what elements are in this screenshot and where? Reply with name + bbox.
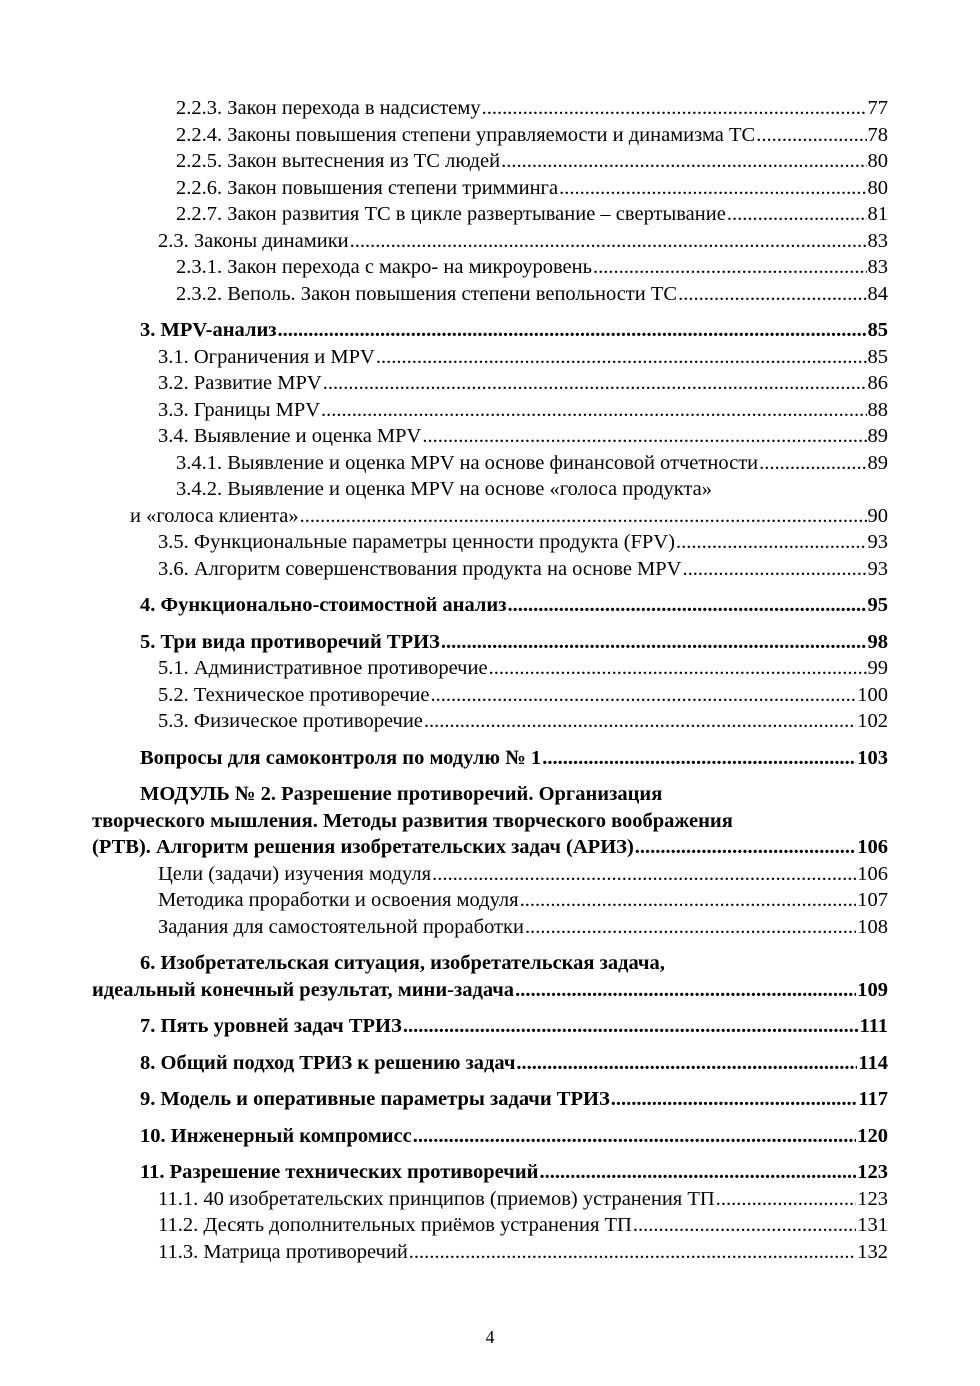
toc-entry-title: 2.2.6. Закон повышения степени тримминга: [176, 176, 559, 199]
toc-entry-first-line: 6. Изобретательская ситуация, изобретательская задача,: [140, 952, 665, 974]
toc-entry-page: 106: [857, 836, 888, 858]
toc-entry-title: 3.2. Развитие MPV: [158, 372, 322, 394]
toc-entry-title: 3.1. Ограничения и MPV: [158, 345, 375, 368]
toc-entry-page: 83: [867, 256, 888, 278]
toc-entry-title: 3.3. Границы MPV: [158, 398, 321, 421]
toc-entry[interactable]: [92, 887, 888, 914]
toc-entry-page: 93: [867, 531, 888, 553]
toc-entry-page: 89: [867, 425, 888, 447]
toc-entry[interactable]: [92, 1186, 888, 1213]
toc-entry-title: 2.3.1. Закон перехода с макро- на микроуровень: [176, 256, 592, 278]
toc-section-entry[interactable]: [92, 977, 888, 1004]
dot-leader: [432, 861, 856, 888]
toc-entry[interactable]: [92, 914, 888, 941]
toc-module-second-line: творческого мышления. Методы развития творческого воображения: [92, 809, 733, 832]
dot-leader: [635, 834, 856, 861]
toc-module-entry[interactable]: [92, 834, 888, 861]
dot-leader: [376, 344, 867, 371]
toc-entry-page: 111: [859, 1015, 888, 1037]
page-number: 4: [485, 1327, 495, 1347]
dot-leader: [489, 655, 867, 682]
toc-section-entry[interactable]: [92, 1086, 888, 1113]
toc-entry-page: 80: [867, 176, 888, 199]
toc-entry-page: 117: [858, 1088, 888, 1110]
toc-entry-page: 98: [867, 630, 888, 653]
toc-entry[interactable]: [92, 682, 888, 709]
dot-leader: [515, 977, 856, 1004]
toc-entry-title: 11. Разрешение технических противоречий: [140, 1161, 539, 1183]
toc-entry-title: 3.5. Функциональные параметры ценности продукта (FPV): [158, 531, 675, 553]
dot-leader: [430, 682, 856, 709]
toc-entry-title: 4. Функционально-стоимостной анализ: [140, 594, 507, 616]
toc-entry-page: 100: [857, 683, 888, 706]
toc-entry-title: Методика проработки и освоения модуля: [158, 889, 519, 911]
toc-entry[interactable]: [92, 1212, 888, 1239]
dot-leader: [300, 503, 867, 530]
toc-entry[interactable]: [92, 423, 888, 450]
toc-entry-page: 84: [867, 282, 888, 305]
toc-entry-title: 8. Общий подход ТРИЗ к решению задач: [140, 1051, 516, 1074]
toc-entry-page: 109: [857, 978, 888, 1001]
dot-leader: [727, 201, 867, 228]
toc-entry[interactable]: [92, 861, 888, 888]
toc-section-entry[interactable]: [92, 1159, 888, 1186]
toc-entry-page: 106: [857, 862, 888, 885]
table-of-contents: [92, 95, 888, 1265]
toc-entry-page: 103: [857, 746, 888, 769]
dot-leader: [593, 254, 867, 281]
toc-section-entry[interactable]: [92, 629, 888, 656]
toc-entry-title: 2.2.3. Закон перехода в надсистему: [176, 97, 481, 119]
toc-entry-title: 5.3. Физическое противоречие: [158, 710, 423, 732]
toc-entry-title: 7. Пять уровней задач ТРИЗ: [140, 1015, 402, 1037]
toc-entry[interactable]: [92, 370, 888, 397]
dot-leader: [507, 592, 866, 619]
dot-leader: [542, 745, 856, 772]
toc-entry[interactable]: [92, 1239, 888, 1266]
toc-entry-page: 85: [867, 319, 888, 341]
toc-entry-title: 10. Инженерный компромисс: [140, 1124, 412, 1147]
dot-leader: [413, 1123, 857, 1150]
dot-leader: [482, 95, 867, 122]
dot-leader: [676, 529, 867, 556]
toc-entry-title: 2.2.5. Закон вытеснения из ТС людей: [176, 150, 501, 172]
dot-leader: [682, 556, 866, 583]
dot-leader: [323, 370, 867, 397]
dot-leader: [350, 228, 867, 255]
toc-entry-page: 108: [857, 915, 888, 938]
toc-entry-title: 3.4.1. Выявление и оценка MPV на основе финансовой отчетности: [176, 451, 759, 474]
dot-leader: [403, 1013, 859, 1040]
toc-entry-title: 5. Три вида противоречий ТРИЗ: [140, 630, 440, 653]
toc-entry-page: 90: [867, 504, 888, 527]
toc-entry-page: 114: [858, 1051, 888, 1074]
dot-leader: [278, 317, 867, 344]
toc-entry-title: (РТВ). Алгоритм решения изобретательских задач (АРИЗ): [92, 836, 634, 858]
toc-entry-title: 3.6. Алгоритм совершенствования продукта на основе MPV: [158, 557, 682, 580]
toc-entry-page: 99: [867, 657, 888, 679]
toc-entry-title: 2.3. Законы динамики: [158, 229, 349, 252]
toc-entry[interactable]: [92, 503, 888, 530]
toc-entry[interactable]: [92, 344, 888, 371]
toc-entry-page: 93: [867, 557, 888, 580]
toc-entry-page: 107: [857, 889, 888, 911]
toc-entry-title: 2.3.2. Веполь. Закон повышения степени вепольности ТС: [176, 282, 678, 305]
toc-entry-title: и «голоса клиента»: [130, 504, 299, 527]
toc-entry-page: 123: [857, 1187, 888, 1210]
toc-entry-title: 11.1. 40 изобретательских принципов (приемов) устранения ТП: [158, 1187, 715, 1210]
dot-leader: [501, 148, 866, 175]
toc-entry[interactable]: [92, 397, 888, 424]
toc-entry-title: 11.2. Десять дополнительных приёмов устранения ТП: [158, 1214, 632, 1236]
toc-entry-title: 2.2.4. Законы повышения степени управляемости и динамизма ТС: [176, 123, 756, 146]
dot-leader: [559, 175, 866, 202]
toc-entry-page: 131: [857, 1214, 888, 1236]
toc-section-entry[interactable]: [92, 592, 888, 619]
dot-leader: [321, 397, 866, 424]
toc-entry-page: 86: [867, 372, 888, 394]
toc-entry-title: 2.2.7. Закон развития ТС в цикле развертывание – свертывание: [176, 203, 726, 225]
toc-entry-title: 5.2. Техническое противоречие: [158, 683, 430, 706]
toc-entry-page: 78: [867, 123, 888, 146]
toc-entry-page: 102: [857, 710, 888, 732]
toc-entry[interactable]: [92, 228, 888, 255]
dot-leader: [539, 1159, 856, 1186]
toc-entry-page: 77: [867, 97, 888, 119]
toc-entry[interactable]: [92, 708, 888, 735]
toc-entry-page: 95: [867, 594, 888, 616]
toc-section-entry[interactable]: [92, 1123, 888, 1150]
toc-section-entry[interactable]: [92, 1050, 888, 1077]
toc-section-entry[interactable]: [92, 745, 888, 772]
toc-entry-page: 132: [857, 1240, 888, 1263]
toc-entry[interactable]: [92, 254, 888, 281]
dot-leader: [678, 281, 866, 308]
toc-entry-title: Задания для самостоятельной проработки: [158, 915, 524, 938]
toc-entry-title: 3.4. Выявление и оценка MPV: [158, 425, 422, 447]
dot-leader: [756, 122, 866, 149]
toc-section-entry[interactable]: [92, 317, 888, 344]
toc-entry[interactable]: [92, 175, 888, 202]
toc-entry[interactable]: [92, 450, 888, 477]
toc-entry-page: 80: [867, 150, 888, 172]
toc-entry-title: 9. Модель и оперативные параметры задачи ТРИЗ: [140, 1088, 610, 1110]
toc-entry-page: 83: [867, 229, 888, 252]
dot-leader: [525, 914, 856, 941]
toc-entry[interactable]: [92, 529, 888, 556]
toc-entry-title: 5.1. Административное противоречие: [158, 657, 488, 679]
dot-leader: [716, 1186, 857, 1213]
toc-entry-title: 11.3. Матрица противоречий: [158, 1240, 408, 1263]
toc-entry-title: 3. MPV-анализ: [140, 319, 277, 341]
toc-entry-first-line: 3.4.2. Выявление и оценка MPV на основе «голоса продукта»: [176, 478, 713, 500]
dot-leader: [441, 629, 867, 656]
toc-entry[interactable]: [92, 122, 888, 149]
toc-entry-title: Вопросы для самоконтроля по модулю № 1: [140, 746, 542, 769]
dot-leader: [759, 450, 866, 477]
toc-entry-title: Цели (задачи) изучения модуля: [158, 862, 432, 885]
toc-entry[interactable]: [92, 148, 888, 175]
toc-entry-page: 88: [867, 398, 888, 421]
toc-entry-page: 120: [857, 1124, 888, 1147]
dot-leader: [520, 887, 857, 914]
toc-entry[interactable]: [92, 95, 888, 122]
dot-leader: [633, 1212, 856, 1239]
toc-entry-page: 81: [867, 203, 888, 225]
toc-entry-page: 89: [867, 451, 888, 474]
toc-entry[interactable]: [92, 655, 888, 682]
dot-leader: [422, 423, 866, 450]
toc-entry-page: 85: [867, 345, 888, 368]
toc-entry[interactable]: [92, 556, 888, 583]
dot-leader: [424, 708, 856, 735]
toc-module-first-line: МОДУЛЬ № 2. Разрешение противоречий. Организация: [140, 783, 663, 805]
dot-leader: [516, 1050, 857, 1077]
toc-entry[interactable]: [92, 201, 888, 228]
dot-leader: [611, 1086, 858, 1113]
toc-entry[interactable]: [92, 281, 888, 308]
toc-section-entry[interactable]: [92, 1013, 888, 1040]
toc-entry-page: 123: [857, 1161, 888, 1183]
toc-entry-title: идеальный конечный результат, мини-задача: [92, 978, 515, 1001]
dot-leader: [409, 1239, 856, 1266]
